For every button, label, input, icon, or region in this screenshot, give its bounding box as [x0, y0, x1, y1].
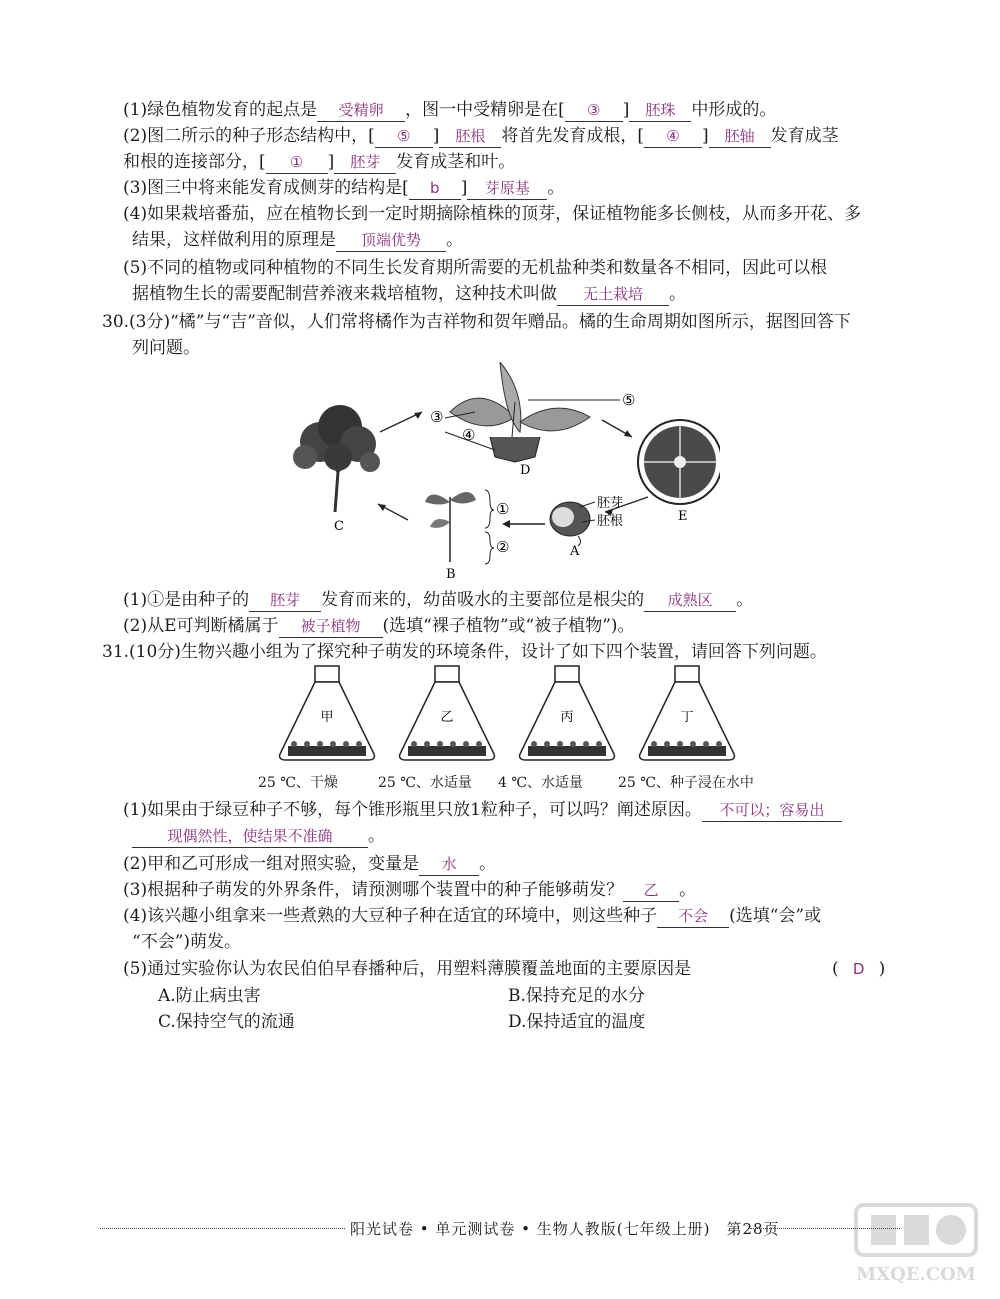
q29-s4: [123, 203, 861, 225]
flower-illustration: [450, 362, 590, 462]
answer-blank: 顶端优势: [336, 229, 446, 252]
q31-s4b-text: “不会”)萌发。: [132, 932, 242, 952]
option-c: C.保持空气的流通: [158, 1012, 295, 1032]
q30-s1-text2: 发育而来的，幼苗吸水的主要部位是根尖的: [321, 590, 645, 610]
flask-4: [618, 664, 754, 794]
q31-s4-text: (4)该兴趣小组拿来一些煮熟的大豆种子种在适宜的环境中，则这些种子: [123, 906, 658, 926]
seed-layer: [648, 746, 726, 756]
q29-s5b-text: 据植物生长的需要配制营养液来栽培植物，这种技术叫做: [132, 284, 557, 304]
label-5: ⑤: [622, 391, 636, 409]
q29-s2b-text2: ]: [327, 152, 335, 172]
flask-label: 甲: [320, 710, 334, 725]
answer-blank: 胚芽: [334, 151, 396, 174]
q31-stem: [102, 641, 827, 663]
label-embryo-bud: 胚芽: [597, 496, 624, 511]
flask-3: [498, 664, 620, 794]
q31-s4: [123, 905, 821, 928]
option-d: D.保持适宜的温度: [508, 1012, 646, 1032]
choice-answer: D: [852, 960, 865, 978]
q29-s2-text2: ]: [432, 126, 440, 146]
q31-s1b-text: 。: [368, 826, 385, 846]
q30-s2-text: (2)从E可判断橘属于: [123, 616, 279, 636]
flask-row: [260, 664, 760, 794]
answer-blank: 被子植物: [279, 615, 383, 638]
flask-condition: 25 ℃、干燥: [258, 775, 338, 791]
label-b: B: [446, 567, 456, 582]
answer-blank: 芽原基: [467, 177, 547, 200]
q30-stem-2: [132, 337, 200, 359]
q31-s2-text2: 。: [479, 854, 497, 874]
orange-life-cycle-figure: [280, 362, 720, 582]
q31-s5-text: (5)通过实验你认为农民伯伯早春播种后，用塑料薄膜覆盖地面的主要原因是: [123, 959, 692, 979]
q29-s2b-text3: 发育成茎和叶。: [396, 152, 516, 172]
q29-s4-text: (4)如果栽培番茄，应在植物长到一定时期摘除植株的顶芽，保证植物能多长侧枝，从而多开花、多: [123, 204, 862, 224]
q29-s5-text: (5)不同的植物或同种植物的不同生长发育期所需要的无机盐种类和数量各不相同，因此可以根: [123, 258, 828, 278]
answer-blank: 成熟区: [644, 589, 736, 612]
q29-s2-text4: ]: [702, 126, 709, 146]
q29-s5b-text2: 。: [669, 284, 686, 304]
q29-s4b: [132, 229, 463, 252]
q29-s1-text4: 中形成的。: [691, 100, 777, 120]
label-embryo-root: 胚根: [597, 514, 624, 529]
q29-s2-text5: 发育成茎: [770, 126, 839, 146]
q29-s1-text2: ，图一中受精卵是在[: [405, 100, 565, 120]
option-a: A.防止病虫害: [158, 986, 261, 1006]
answer-blank: 受精卵: [317, 99, 405, 122]
seed-illustration: [550, 502, 590, 546]
q31-s1b: [132, 825, 385, 848]
q30-stem-text2: 列问题。: [132, 338, 200, 358]
flask-label: 丁: [680, 710, 694, 725]
q31-s4-text2: (选填“会”或: [729, 906, 822, 926]
flask-condition: 25 ℃、种子浸在水中: [618, 775, 754, 791]
answer-blank: ①: [266, 151, 328, 174]
answer-blank: ⑤: [375, 125, 433, 148]
seedling-illustration: [425, 492, 476, 562]
answer-blank: 乙: [623, 879, 679, 902]
q29-s5: [123, 257, 827, 279]
flask-icon: [510, 664, 620, 769]
q30-stem-1: [102, 311, 851, 333]
flask-icon: [390, 664, 500, 769]
q31-s1: [123, 799, 842, 822]
q29-s4b-text2: 。: [446, 230, 463, 250]
label-e: E: [678, 509, 688, 524]
q30-s1: [123, 589, 753, 612]
flask-condition: 4 ℃、水适量: [498, 775, 584, 791]
answer-blank: 无土栽培: [557, 283, 669, 306]
label-c: C: [334, 519, 344, 534]
q31-s4b: [132, 931, 241, 953]
q31-s5-choice: [832, 958, 885, 980]
q31-s2: [123, 853, 496, 876]
footer-text: 阳光试卷 • 单元测试卷 • 生物人教版(七年级上册) 第28页: [350, 1220, 780, 1238]
answer-blank: 不可以；容易出: [702, 799, 842, 822]
seed-layer: [288, 746, 366, 756]
q29-s2b: [123, 151, 515, 174]
q30-s1-text3: 。: [736, 590, 754, 610]
answer-blank: 胚珠: [629, 99, 691, 122]
answer-blank: 胚根: [439, 125, 501, 148]
q31-stem-text: 31.(10分)生物兴趣小组为了探究种子萌发的环境条件，设计了如下四个装置，请回答下列问题。: [102, 642, 827, 662]
answer-blank: 胚芽: [249, 589, 321, 612]
q31-s3-text2: 。: [679, 880, 697, 900]
watermark-logo: [846, 1200, 986, 1290]
answer-blank: ③: [565, 99, 623, 122]
flask-label: 丙: [560, 710, 574, 725]
answer-blank: ④: [644, 125, 702, 148]
answer-blank: 现偶然性，使结果不准确: [132, 825, 368, 848]
q31-s5: [123, 958, 691, 980]
q30-stem-text: 30.(3分)“橘”与“吉”音似，人们常将橘作为吉祥物和贺年赠品。橘的生命周期如图所示，据图回答下: [102, 312, 851, 332]
seed-layer: [528, 746, 606, 756]
q29-s2: [123, 125, 839, 148]
footer-divider-left: [100, 1228, 345, 1229]
answer-blank: b: [409, 177, 461, 200]
label-a: A: [570, 544, 580, 559]
answer-blank: 水: [419, 853, 479, 876]
q31-s2-text: (2)甲和乙可形成一组对照实验，变量是: [123, 854, 420, 874]
flask-condition: 25 ℃、水适量: [378, 775, 472, 791]
q30-s2: [123, 615, 635, 638]
page-footer: [100, 1218, 900, 1240]
label-d: D: [520, 463, 531, 478]
q29-s4b-text: 结果，这样做利用的原理是: [132, 230, 336, 250]
q30-s1-text: (1)①是由种子的: [123, 590, 250, 610]
q30-s2-text2: (选填“裸子植物”或“被子植物”)。: [382, 616, 635, 636]
q29-s1-text: (1)绿色植物发育的起点是: [123, 100, 318, 120]
q29-s2b-text: 和根的连接部分，[: [123, 152, 266, 172]
watermark-text: MXQE.COM: [856, 1264, 976, 1285]
q29-s3-text2: ]: [460, 178, 468, 198]
label-3: ③: [430, 408, 444, 426]
q29-s1: [123, 99, 776, 122]
q29-s3-text3: 。: [547, 178, 565, 198]
q29-s1-text3: ]: [622, 100, 630, 120]
flask-2: [378, 664, 500, 794]
answer-blank: 不会: [657, 905, 729, 928]
q29-s2-text: (2)图二所示的种子形态结构中，[: [123, 126, 375, 146]
flask-icon: [270, 664, 380, 769]
q31-s1-text: (1)如果由于绿豆种子不够，每个锥形瓶里只放1粒种子，可以吗？阐述原因。: [123, 800, 702, 820]
q29-s2-text3: 将首先发育成根，[: [501, 126, 644, 146]
label-1: ①: [496, 500, 510, 518]
option-b: B.保持充足的水分: [508, 986, 645, 1006]
tree-illustration: [293, 405, 380, 512]
q29-s5b: [132, 283, 686, 306]
q31-s3: [123, 879, 696, 902]
seed-layer: [408, 746, 486, 756]
q29-s3-text: (3)图三中将来能发育成侧芽的结构是[: [123, 178, 409, 198]
label-4: ④: [462, 426, 476, 444]
flask-1: [258, 664, 380, 794]
fruit-cross-section: [638, 420, 720, 504]
label-2: ②: [496, 538, 510, 556]
paren-right: ): [878, 959, 886, 979]
answer-blank: 胚轴: [709, 125, 771, 148]
flask-label: 乙: [440, 710, 454, 725]
q29-s3: [123, 177, 564, 200]
q31-s3-text: (3)根据种子萌发的外界条件，请预测哪个装置中的种子能够萌发？: [123, 880, 624, 900]
flask-icon: [630, 664, 740, 769]
paren-left: (: [832, 959, 839, 979]
